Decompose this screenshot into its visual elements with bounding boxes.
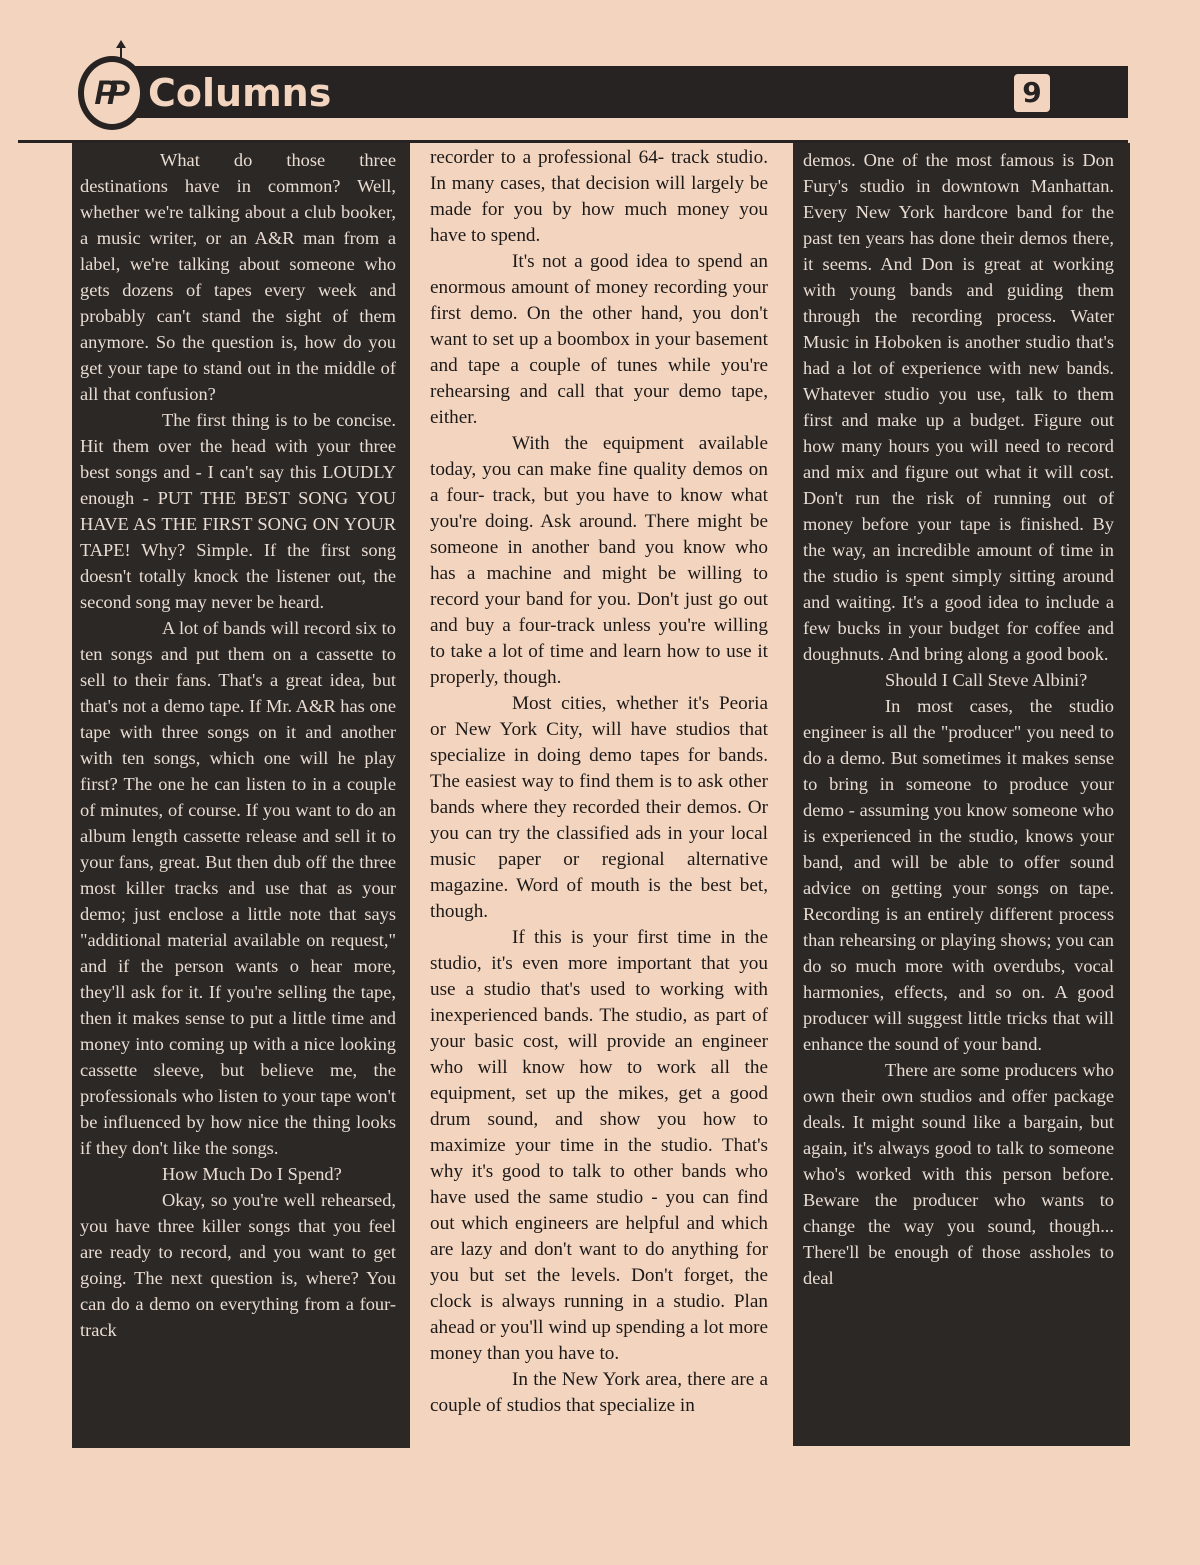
column-2 bbox=[430, 143, 768, 1448]
logo-text: P bbox=[94, 73, 111, 112]
section-title: Columns bbox=[148, 71, 332, 115]
paragraph: What do those three destinations have in common? Well, whether we're talking about a club booker, a music writer, or an A&R man from a label, we're talking about someone who gets dozens of tapes every week and probably can't stand the sight of them anymore. So the question is, how do you get your tape to stand out in the middle of all that confusion? bbox=[80, 150, 396, 404]
paragraph: Okay, so you're well rehearsed, you have three killer songs that you feel are ready to record, and you want to get going. The next question is, where? You can do a demo on everything from a four-track bbox=[80, 1190, 396, 1340]
page-number: 9 bbox=[1014, 74, 1050, 112]
logo-text-echo: P bbox=[107, 73, 124, 112]
logo bbox=[78, 56, 146, 130]
paragraph: With the equipment available today, you can make fine quality demos on a four- track, but you have to know what you're doing. Ask around. There might be someone in another band you know who has a machine and might be willing to record your band for you. Don't just go out and buy a four-track unless you're willing to take a lot of time and learn how to use it properly, though. bbox=[430, 433, 768, 688]
subheading: Should I Call Steve Albini? bbox=[885, 670, 1088, 690]
paragraph: It's not a good idea to spend an enormous amount of money recording your first demo. On the other hand, you don't want to set up a boombox in your basement and tape a couple of tunes while you're rehearsing and call that your demo tape, either. bbox=[430, 251, 768, 428]
column-3 bbox=[793, 143, 1130, 1446]
paragraph: A lot of bands will record six to ten songs and put them on a cassette to sell to their fans. That's a great idea, but that's not a demo tape. If Mr. A&R has one tape with three songs on it and another with ten songs, which one will he play first? The one he can listen to in a couple of minutes, of course. If you want to do an album length cassette release and sell it to your fans, great. But then dub off the three most killer tracks and use that as your demo; just enclose a little note that says "additional material available on request," and if the person wants o hear more, they'll ask for it. If you're selling the tape, then it makes sense to put a little time and money into coming up with a nice looking cassette sleeve, but believe me, the professionals who listen to your tape won't be influenced by how nice the thing looks if they don't like the songs. bbox=[80, 618, 396, 1158]
paragraph: Most cities, whether it's Peoria or New York City, will have studios that specialize in doing demo tapes for bands. The easiest way to find them is to ask other bands where they recorded their demos. Or you can try the classified ads in your local music paper or regional alternative magazine. Word of mouth is the best bet, though. bbox=[430, 693, 768, 922]
subheading: How Much Do I Spend? bbox=[162, 1164, 342, 1184]
paragraph: The first thing is to be concise. Hit them over the head with your three best songs and - I can't say this LOUDLY enough - PUT THE BEST SONG YOU HAVE AS THE FIRST SONG ON YOUR TAPE! Why? Simple. If the first song doesn't totally knock the listener out, the second song may never be heard. bbox=[80, 410, 396, 612]
paragraph: recorder to a professional 64- track studio. In many cases, that decision will largely be made for you by how much money you have to spend. bbox=[430, 147, 768, 246]
paragraph: In most cases, the studio engineer is all the "producer" you need to do a demo. But sometimes it makes sense to bring in someone to produce your demo - assuming you know someone who is experienced in the studio, knows your band, and will be able to offer sound advice on getting your songs on tape. Recording is an entirely different process than rehearsing or playing shows; you can do so much more with overdubs, vocal harmonies, effects, and so on. A good producer will suggest little tricks that will enhance the sound of your band. bbox=[803, 696, 1114, 1054]
paragraph: In the New York area, there are a couple of studios that specialize in bbox=[430, 1369, 768, 1416]
paragraph: There are some producers who own their own studios and offer package deals. It might sound like a bargain, but again, it's always good to talk to someone who's worked with this person before. Beware the producer who wants to change the way you sound, though... There'll be enough of those assholes to deal bbox=[803, 1060, 1114, 1288]
column-1 bbox=[72, 143, 410, 1448]
paragraph: demos. One of the most famous is Don Fury's studio in downtown Manhattan. Every New York hardcore band for the past ten years has done their demos there, it seems. And Don is great at working with young bands and guiding them through the recording process. Water Music in Hoboken is another studio that's had a lot of experience with new bands. Whatever studio you use, talk to them first and make up a budget. Figure out how many hours you will need to record and mix and figure out what it will cost. Don't run the risk of running out of money before your tape is finished. By the way, an incredible amount of time in the studio is spent simply sitting around and waiting. It's a good idea to include a few bucks in your budget for coffee and doughnuts. And bring along a good book. bbox=[803, 150, 1114, 664]
paragraph: If this is your first time in the studio, it's even more important that you use a studio that's used to working with inexperienced bands. The studio, as part of your basic cost, will provide an engineer who will know how to work all the equipment, set up the mikes, get a good drum sound, and show you how to maximize your time in the studio. That's why it's good to talk to other bands who have used the same studio - you can find out which engineers are helpful and which are lazy and don't want to do anything for you but set the levels. Don't forget, the clock is always running in a studio. Plan ahead or you'll wind up spending a lot more money than you have to. bbox=[430, 927, 768, 1364]
arrow-icon bbox=[116, 40, 126, 60]
